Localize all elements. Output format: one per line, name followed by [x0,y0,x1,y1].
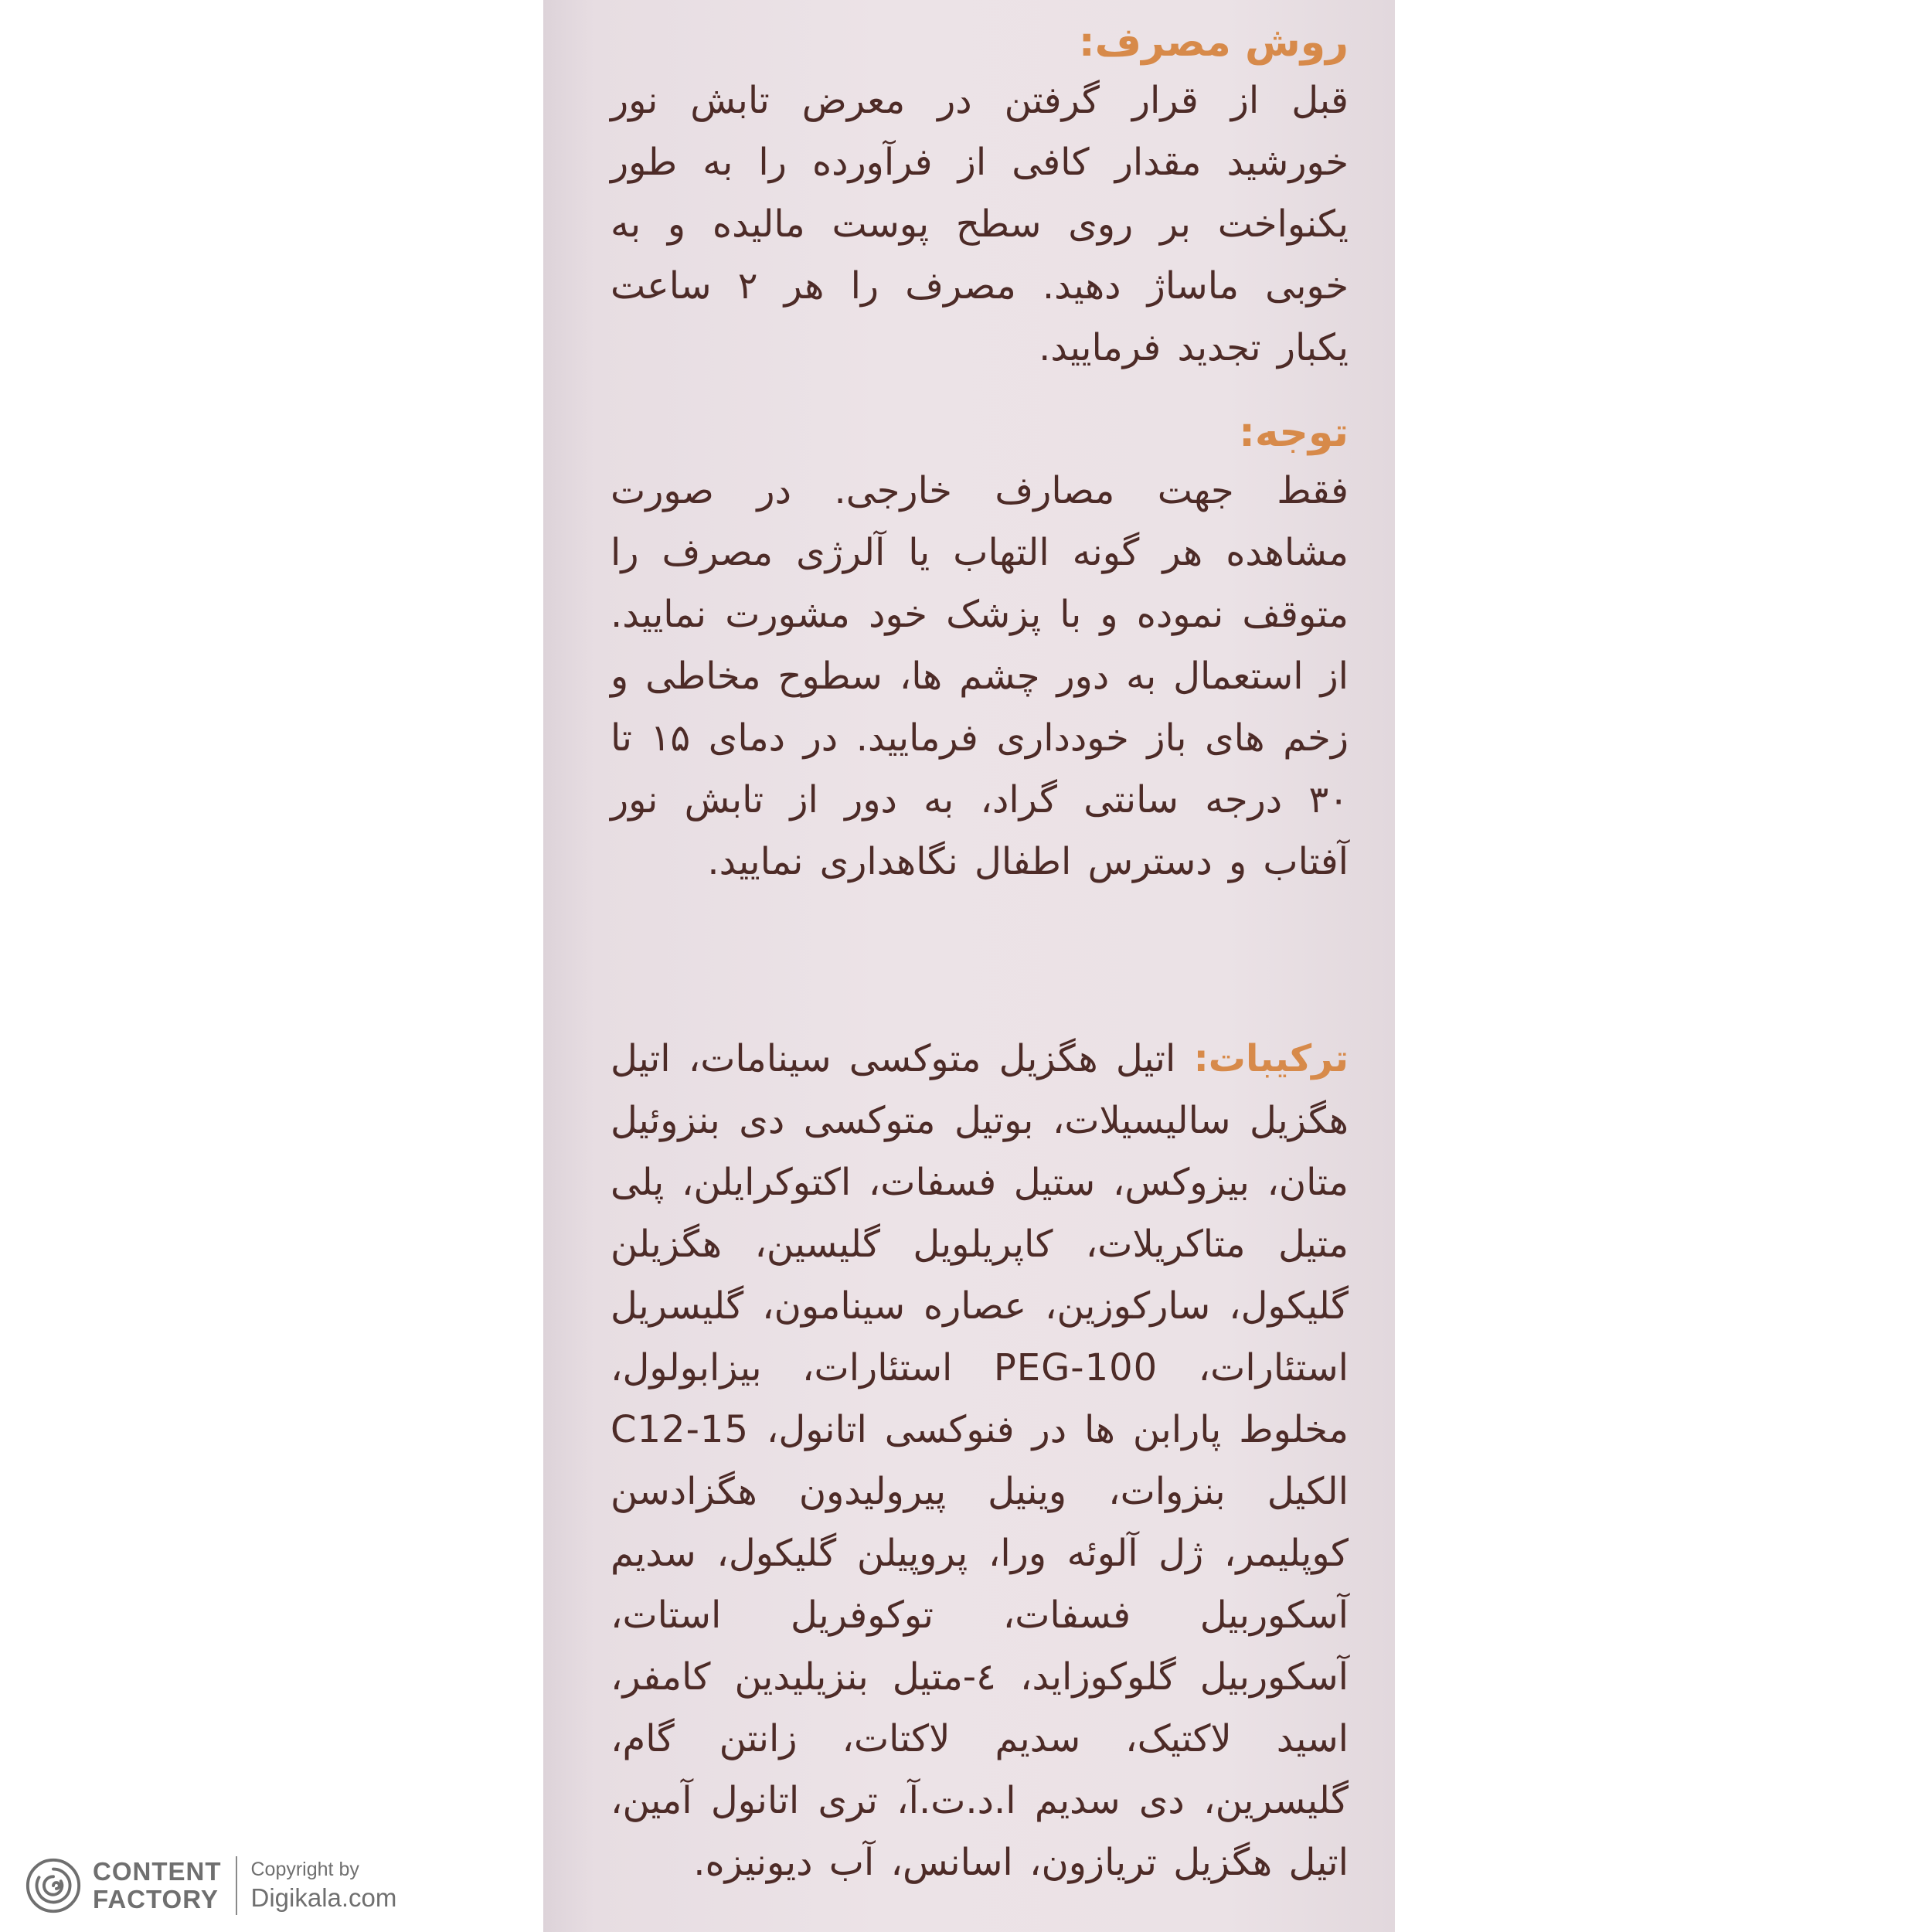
copyright-site: Digikala.com [250,1883,397,1912]
warning-heading: توجه: [1239,410,1349,456]
copyright-label: Copyright by [250,1859,359,1880]
spiral-logo-icon [23,1855,83,1916]
ingredients-paragraph [611,1028,1349,1893]
brand-line-2: FACTORY [93,1885,219,1913]
ingredients-text: اتیل هگزیل متوکسی سینامات، اتیل هگزیل سالیسیلات، بوتیل متوکسی دی بنزوئیل متان، بیزوکس، ستیل فسفات، اکتوکرایلن، پلی متیل متاکریلات، کاپریلویل گلیسین، هگزیلن گلیکول، سارکوزین، عصاره سینامون، گلیسریل استئارات، PEG-100 استئارات، بیزابولول، مخلوط پارابن ها در فنوکسی اتانول، C12-15 الکیل بنزوات، وینیل پیرولیدون هگزادسن کوپلیمر، ژل آلوئه ورا، پروپیلن گلیکول، سدیم آسکوربیل فسفات، توکوفریل استات، آسکوربیل گلوکوزاید، ٤-متیل بنزیلیدین کامفر، اسید لاکتیک، سدیم لاکتات، زانتن گام، گلیسرین، دی سدیم ا.د.ت.آ، تری اتانول آمین، اتیل هگزیل تریازون، اسانس، آب دیونیزه. [611,1037,1349,1884]
copyright-watermark [23,1843,396,1928]
label-text-panel [611,15,1349,1924]
content-factory-brand [93,1858,222,1913]
ingredients-heading: ترکیبات: [1193,1037,1349,1080]
usage-text: قبل از قرار گرفتن در معرض تابش نور خورشید مقدار کافی از فرآورده را به طور یکنواخت بر روی سطح پوست مالیده و به خوبی ماساژ دهید. مصرف را هر ۲ ساعت یکبار تجدید فرمایید. [611,79,1349,369]
watermark-divider [236,1856,237,1915]
usage-section [611,15,1349,379]
warning-text: فقط جهت مصارف خارجی. در صورت مشاهده هر گونه التهاب یا آلرژی مصرف را متوقف نموده و با پزشک خود مشورت نمایید. از استعمال به دور چشم ها، سطوح مخاطی و زخم های باز خودداری فرمایید. در دمای ۱۵ تا ۳۰ درجه سانتی گراد، به دور از تابش نور آفتاب و دسترس اطفال نگاهداری نمایید. [611,469,1349,883]
brand-line-1: CONTENT [93,1857,222,1886]
copyright-block [251,1857,397,1914]
warning-section [611,406,1349,893]
ingredients-section [611,1028,1349,1893]
usage-heading: روش مصرف: [1078,19,1349,66]
